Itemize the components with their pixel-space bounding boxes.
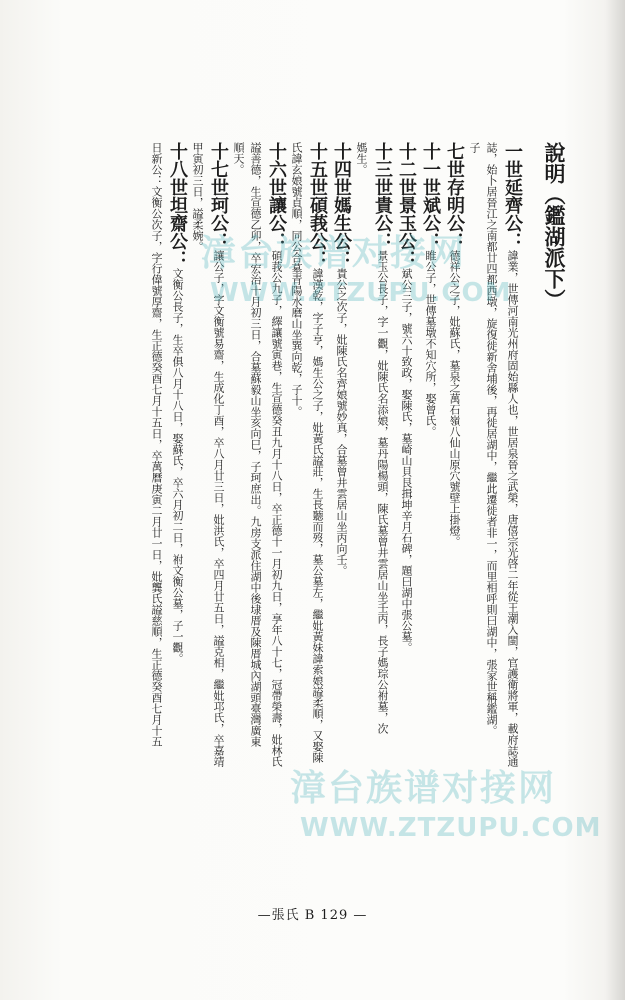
entry-18: 十八世坦齋公：文衡公長子，生卒俱八月十八日，娶蘇氏，卒六月初二日，祔文衡公墓，子一觀。 xyxy=(167,142,188,664)
watermark-cn-top: 漳台族谱对接网 xyxy=(200,233,467,274)
entry-16-line3: 順天。 xyxy=(232,142,245,175)
watermark-cn-bottom: 漳台族谱对接网 xyxy=(290,768,557,809)
entry-16-line2: 謚善德，生宣德乙卯，卒宏治十月初三日，合墓蘇毅山坐亥向巳，子珂庶出。九房支派住湖中後埭厝及陳厝城內湖頭臺灣廣東 xyxy=(249,142,262,747)
entry-18-line2: 日新公：文衡公次子，字行偉號厚齋，生正德癸酉七月十五日，卒萬曆庚寅二月廿一日，妣龔氏謚慈順，生正德癸酉七月十五 xyxy=(150,142,163,747)
entry-14: 十四世媽生公：貴公之次子，妣陳氏名齊娘號妙真，合墓曾井雲居山坐丙向壬。 xyxy=(331,142,352,576)
entry-7: 七世存明公：德祥公之子，妣蘇氏，墓泉之萬石嶺八仙山原穴號壁上掛燈。 xyxy=(444,142,465,547)
binding-shadow xyxy=(605,0,625,1000)
entry-16: 十六世讓公：碩莪公九子，繹讓號寅巷，生宣德癸丑九月十八日，卒正德十一月初九日，享年八十七，冠帶榮壽，妣林氏 xyxy=(266,142,287,767)
entry-15-line2: 氏諱玄娘號貞順，同公合墓青陽水磨山坐巽向乾，子十。 xyxy=(290,142,303,417)
entry-12: 十二世景玉公：斌公三子，號六十致政，娶陳氏，墓崎山貝艮揖坤辛月石碑，題曰湖中張公墓。 xyxy=(396,142,417,653)
entry-13-line2: 媽生。 xyxy=(355,142,368,175)
entry-15: 十五世碩莪公：諱漢乾，字子亨，媽生公之子，妣黃氏謚莊，生長聽而歿，墓公墓左，繼妣黃妹諱索娘謚柔順，又娶陳 xyxy=(307,142,328,763)
section-heading: 說明（鑑湖派下） xyxy=(542,142,567,310)
entry-11: 十一世斌公：睢公子，世傳墓墩不知穴所，娶曾氏。 xyxy=(420,142,441,437)
watermark-url-top: WWW.ZTZUPU.COM xyxy=(210,278,512,308)
page-footer: —張氏 B 129 — xyxy=(257,908,368,923)
watermark-url-bottom: WWW.ZTZUPU.COM xyxy=(300,813,602,843)
entry-17: 十七世珂公：讓公子，字文衡號易齋，生成化丁酉，卒八月廿三日，妣洪氏，卒四月廿五日，謚克相，繼妣邛氏，卒嘉靖 xyxy=(208,142,229,767)
entry-17-line2: 甲寅初三日，謚柔婉。 xyxy=(191,142,204,252)
entry-1-line3: 子 xyxy=(468,142,481,153)
entry-13: 十三世貴公：景玉公長子，字一觀，妣陳氏名添娘，墓丹陽楊頭，陳氏墓曾井雲居山坐壬丙，長子媽琮公祔墓，次 xyxy=(372,142,393,734)
entry-1-line2: 誌，始卜居晉江之南都廿四都西墩，旋復徙新舍埔後，再徙居湖中，繼此遷徙者非一，而里相呼則曰湖中，張家世稱鑑湖。 xyxy=(485,142,498,736)
entry-1: 一世延齊公：諱業，世傳河南光州府固始縣人也，世居泉晉之武榮，唐僖宗光啓二年從王潮入閩，官護衛將軍，載府誌通 xyxy=(502,142,523,767)
